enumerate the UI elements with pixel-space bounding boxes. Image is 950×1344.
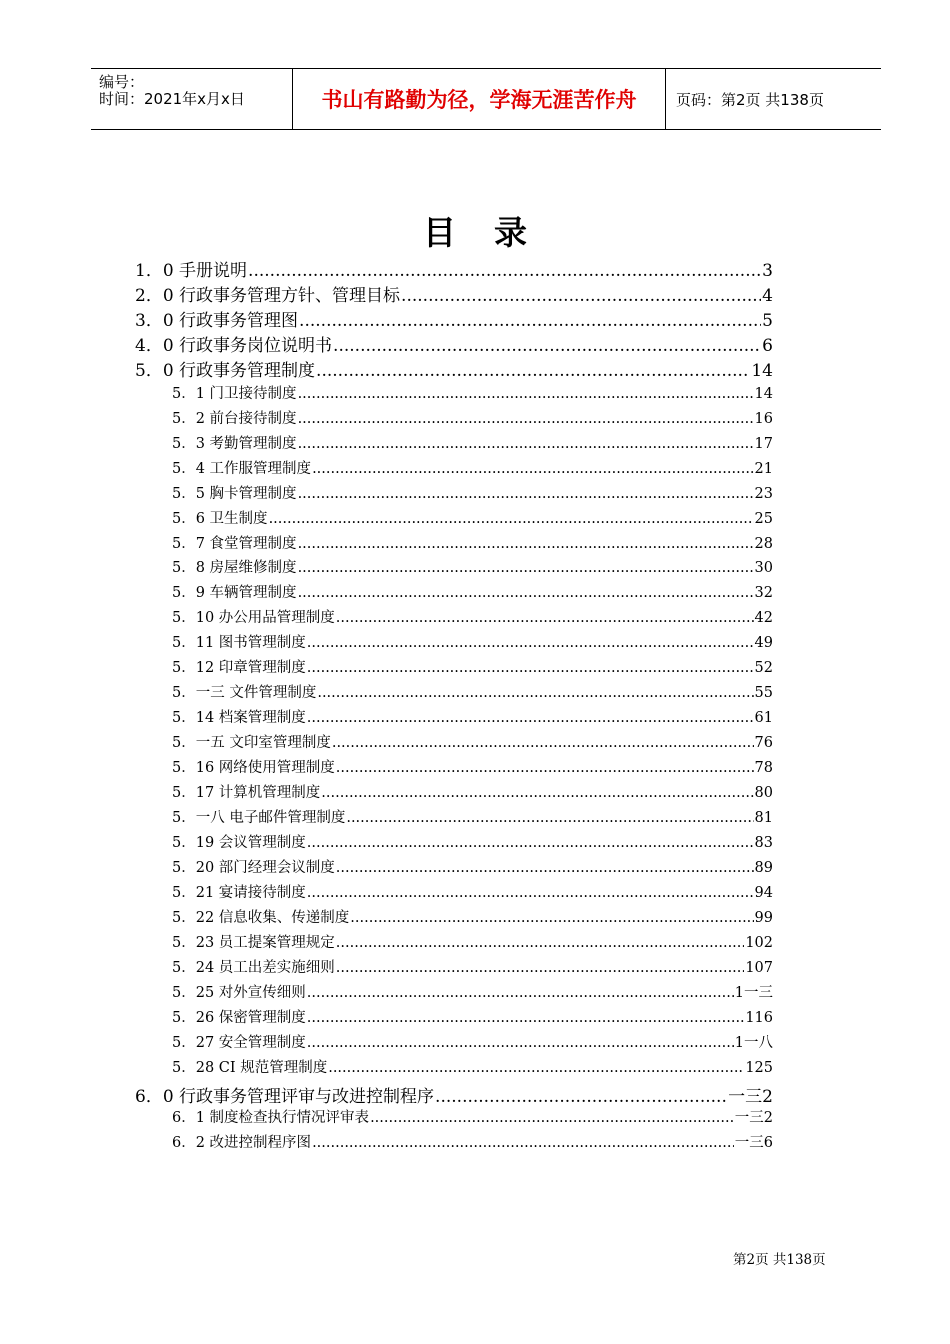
toc-entry[interactable] [172, 881, 773, 902]
toc-entry-label: 6．1 制度检查执行情况评审表 [172, 1110, 370, 1126]
toc-entry-page: 116 [745, 1010, 773, 1026]
toc-entry-page: 14 [754, 386, 773, 402]
toc-leader-dots [336, 960, 745, 976]
toc-entry-label: 5．一三 文件管理制度 [172, 685, 317, 701]
toc-leader-dots [307, 710, 754, 726]
toc-entry-label: 5．20 部门经理会议制度 [172, 860, 335, 876]
toc-entry-page: 83 [754, 835, 773, 851]
toc-leader-dots [346, 810, 753, 826]
toc-leader-dots [298, 386, 754, 402]
toc-entry-label: 5．19 会议管理制度 [172, 835, 306, 851]
toc-entry[interactable] [135, 306, 773, 331]
toc-leader-dots [321, 785, 753, 801]
toc-entry-label: 5．16 网络使用管理制度 [172, 760, 335, 776]
toc-leader-dots [312, 461, 753, 477]
toc-entry-page: 89 [754, 860, 773, 876]
toc-entry-page: 一三2 [734, 1110, 773, 1126]
toc-entry[interactable] [172, 1106, 773, 1127]
toc-leader-dots [336, 860, 754, 876]
toc-entry-page: 28 [754, 536, 773, 552]
toc-entry-label: 5．21 宴请接待制度 [172, 885, 306, 901]
toc-entry-label: 5．一八 电子邮件管理制度 [172, 810, 346, 826]
toc-entry[interactable] [135, 281, 773, 306]
header-page-info [666, 69, 881, 129]
toc-entry-page: 80 [754, 785, 773, 801]
toc-entry-label: 5．11 图书管理制度 [172, 635, 306, 651]
header-meta [91, 69, 293, 129]
toc-entry-label: 5．10 办公用品管理制度 [172, 610, 335, 626]
toc-leader-dots [307, 885, 754, 901]
toc-entry-label: 5．2 前台接待制度 [172, 411, 297, 427]
toc-entry-label: 5．12 印章管理制度 [172, 660, 306, 676]
toc-entry-page: 61 [754, 710, 773, 726]
toc-leader-dots [312, 1135, 734, 1151]
toc-entry-page: 76 [754, 735, 773, 751]
toc-entry-page: 一三6 [734, 1135, 773, 1151]
toc-entry-page: 14 [751, 361, 773, 381]
toc-leader-dots [307, 985, 734, 1001]
toc-leader-dots [269, 511, 754, 527]
toc-entry-label: 5．3 考勤管理制度 [172, 436, 297, 452]
toc-entry[interactable] [135, 356, 773, 381]
toc-leader-dots [336, 760, 754, 776]
toc-entry[interactable] [172, 606, 773, 627]
toc-entry-label: 5．9 车辆管理制度 [172, 585, 297, 601]
toc-entry-label: 3．0 行政事务管理图 [135, 311, 299, 331]
toc-entry-label: 5．5 胸卡管理制度 [172, 486, 297, 502]
toc-leader-dots [435, 1087, 727, 1107]
toc-entry[interactable] [172, 656, 773, 677]
toc-entry-page: 25 [754, 511, 773, 527]
toc-entry[interactable] [172, 457, 773, 478]
time-label: 时间：2021年x月x日 [99, 90, 245, 108]
toc-entry-page: 1一三 [734, 985, 773, 1001]
toc-entry-page: 99 [754, 910, 773, 926]
toc-entry[interactable] [172, 931, 773, 952]
toc-entry-page: 1一八 [734, 1035, 773, 1051]
toc-entry-label: 5．14 档案管理制度 [172, 710, 306, 726]
toc-entry[interactable] [172, 1056, 773, 1077]
toc-leader-dots [307, 835, 754, 851]
toc-entry[interactable] [172, 507, 773, 528]
toc-entry-page: 94 [754, 885, 773, 901]
toc-entry[interactable] [172, 981, 773, 1002]
toc-entry[interactable] [172, 806, 773, 827]
toc-entry[interactable] [172, 1131, 773, 1152]
toc-leader-dots [298, 486, 754, 502]
toc-leader-dots [401, 286, 761, 306]
toc-entry-page: 107 [745, 960, 773, 976]
page-header [91, 68, 881, 130]
toc-leader-dots [332, 735, 754, 751]
toc-entry-label: 4．0 行政事务岗位说明书 [135, 336, 333, 356]
toc-entry[interactable] [172, 956, 773, 977]
toc-entry[interactable] [172, 831, 773, 852]
toc-entry-page: 55 [754, 685, 773, 701]
toc-entry[interactable] [135, 256, 773, 281]
toc-entry[interactable] [172, 856, 773, 877]
toc-entry[interactable] [172, 382, 773, 403]
toc-entry-label: 5．26 保密管理制度 [172, 1010, 306, 1026]
toc-entry[interactable] [172, 681, 773, 702]
toc-entry-label: 5．24 员工出差实施细则 [172, 960, 335, 976]
toc-entry[interactable] [172, 906, 773, 927]
toc-entry[interactable] [172, 532, 773, 553]
toc-entry-label: 5．8 房屋维修制度 [172, 560, 297, 576]
toc-entry-label: 2．0 行政事务管理方针、管理目标 [135, 286, 401, 306]
toc-entry[interactable] [172, 731, 773, 752]
toc-entry-page: 23 [754, 486, 773, 502]
toc-leader-dots [299, 311, 761, 331]
toc-entry-label: 1．0 手册说明 [135, 261, 248, 281]
toc-entry-label: 5．27 安全管理制度 [172, 1035, 306, 1051]
toc-entry-page: 125 [745, 1060, 773, 1076]
toc-entry-label: 5．22 信息收集、传递制度 [172, 910, 350, 926]
toc-entry[interactable] [172, 556, 773, 577]
toc-entry-page: 32 [754, 585, 773, 601]
toc-leader-dots [298, 585, 754, 601]
toc-entry-label: 6．2 改进控制程序图 [172, 1135, 312, 1151]
toc-entry[interactable] [135, 331, 773, 356]
toc-entry[interactable] [172, 407, 773, 428]
page-info-text: 页码：第2页 共138页 [676, 90, 824, 109]
toc-entry[interactable] [172, 581, 773, 602]
page-footer: 第2页 共138页 [733, 1252, 826, 1268]
toc-entry[interactable] [135, 1082, 773, 1107]
toc-entry[interactable] [172, 781, 773, 802]
toc-entry-label: 5．1 门卫接待制度 [172, 386, 297, 402]
toc-entry-label: 5．4 工作服管理制度 [172, 461, 312, 477]
toc-entry-label: 5．6 卫生制度 [172, 511, 268, 527]
toc-entry-label: 5．23 员工提案管理规定 [172, 935, 335, 951]
toc-entry-label: 5．17 计算机管理制度 [172, 785, 321, 801]
toc-leader-dots [307, 1035, 734, 1051]
toc-leader-dots [307, 635, 754, 651]
toc-leader-dots [328, 1060, 744, 1076]
toc-entry-page: 49 [754, 635, 773, 651]
toc-entry[interactable] [172, 631, 773, 652]
toc-entry-page: 6 [762, 336, 773, 356]
toc-entry-page: 81 [754, 810, 773, 826]
toc-entry-page: 102 [745, 935, 773, 951]
toc-leader-dots [333, 336, 761, 356]
toc-entry-page: 16 [754, 411, 773, 427]
toc-leader-dots [370, 1110, 734, 1126]
toc-entry-label: 6．0 行政事务管理评审与改进控制程序 [135, 1087, 435, 1107]
number-label: 编号： [99, 73, 145, 91]
toc-entry-page: 17 [754, 436, 773, 452]
toc-entry-label: 5．7 食堂管理制度 [172, 536, 297, 552]
toc-entry-page: 4 [762, 286, 773, 306]
toc-title: 目录 [423, 213, 565, 252]
toc-entry-label: 5．0 行政事务管理制度 [135, 361, 316, 381]
toc-entry-page: 42 [754, 610, 773, 626]
toc-leader-dots [316, 361, 750, 381]
toc-entry[interactable] [172, 1031, 773, 1052]
toc-leader-dots [336, 935, 745, 951]
toc-entry-page: 一三2 [728, 1087, 773, 1107]
toc-entry-page: 5 [762, 311, 773, 331]
toc-leader-dots [317, 685, 753, 701]
toc-leader-dots [336, 610, 754, 626]
toc-entry[interactable] [172, 706, 773, 727]
toc-entry-page: 30 [754, 560, 773, 576]
toc-entry[interactable] [172, 432, 773, 453]
toc-entry[interactable] [172, 482, 773, 503]
toc-leader-dots [298, 560, 754, 576]
toc-leader-dots [350, 910, 753, 926]
toc-leader-dots [298, 436, 754, 452]
toc-entry-page: 78 [754, 760, 773, 776]
toc-entry-page: 21 [754, 461, 773, 477]
toc-entry-label: 5．28 CI 规范管理制度 [172, 1060, 328, 1076]
toc-entry-page: 52 [754, 660, 773, 676]
toc-leader-dots [298, 411, 754, 427]
toc-entry[interactable] [172, 1006, 773, 1027]
toc-entry[interactable] [172, 756, 773, 777]
toc-leader-dots [307, 1010, 745, 1026]
toc-leader-dots [248, 261, 761, 281]
toc-entry-label: 5．25 对外宣传细则 [172, 985, 306, 1001]
toc-entry-page: 3 [762, 261, 773, 281]
toc-leader-dots [307, 660, 754, 676]
toc-leader-dots [298, 536, 754, 552]
toc-entry-label: 5．一五 文印室管理制度 [172, 735, 331, 751]
header-motto: 书山有路勤为径，学海无涯苦作舟 [293, 69, 666, 129]
